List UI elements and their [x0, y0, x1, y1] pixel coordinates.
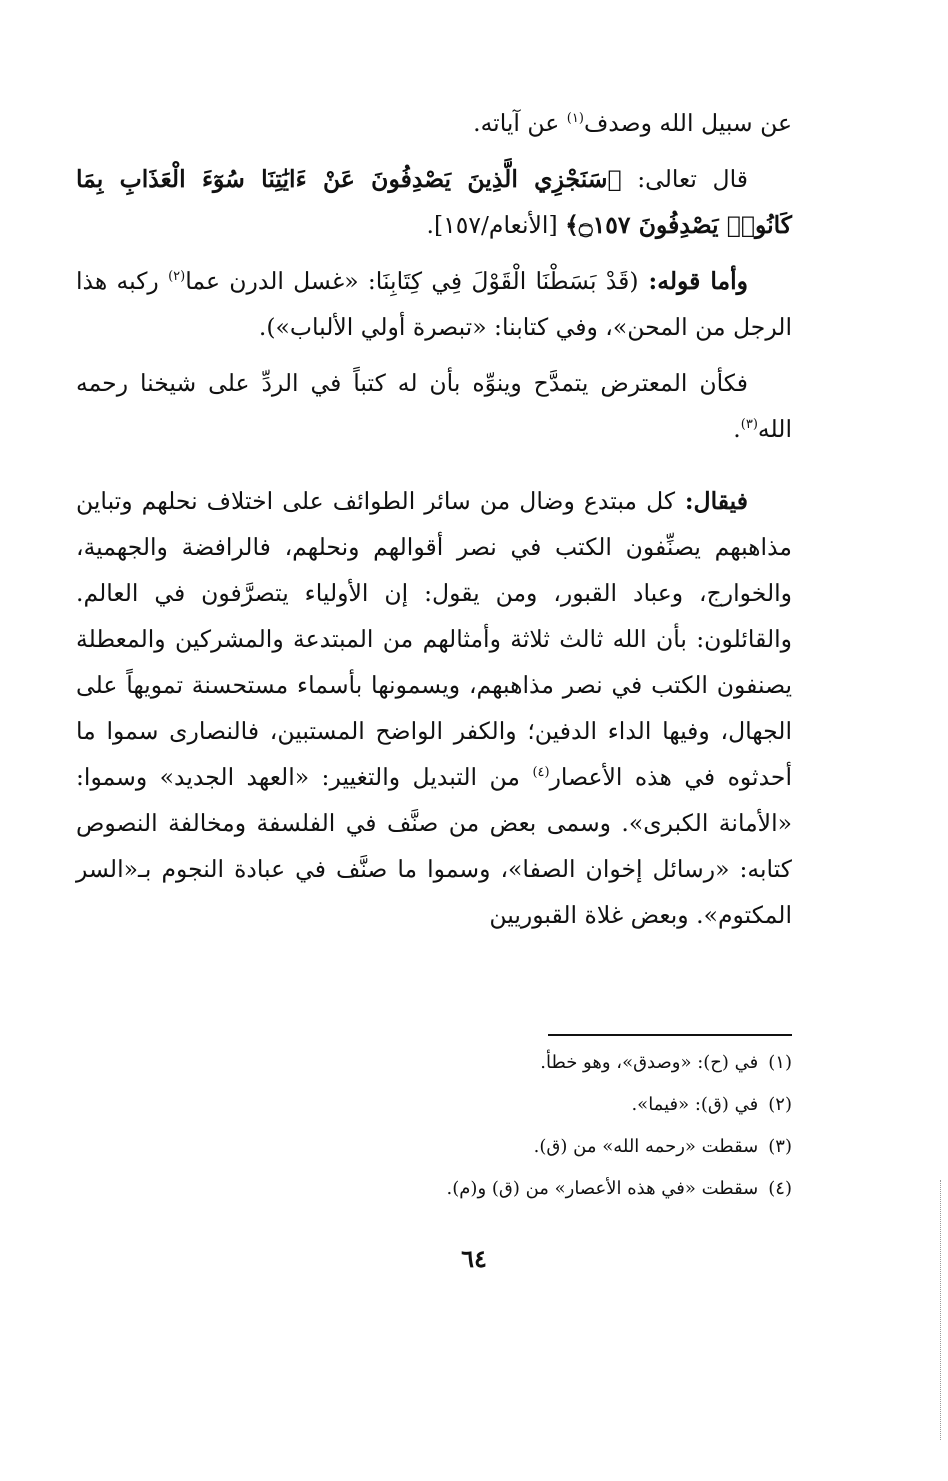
footnote-ref-1: (١): [566, 111, 584, 127]
footnote-separator: [548, 1034, 792, 1036]
footnote-text: في (ح): «وصدق»، وهو خطأ.: [540, 1052, 759, 1073]
footnote-number: (٣): [768, 1136, 792, 1157]
paragraph-5: [76, 478, 792, 938]
paragraph-3-quote: (قَدْ بَسَطْنَا الْقَوْلَ فِي كِتَابِنَا:: [358, 267, 639, 295]
footnotes: [76, 1042, 792, 1210]
footnote-number: (٤): [768, 1178, 792, 1199]
footnote-4: [76, 1168, 792, 1210]
footnote-number: (٢): [768, 1094, 792, 1115]
paragraph-3-lead: وأما قوله:: [638, 267, 748, 295]
verse-reference: [الأنعام/١٥٧].: [426, 211, 566, 239]
paragraph-1-text-b: عن آياته.: [473, 109, 567, 137]
footnote-ref-3: (٣): [740, 417, 758, 433]
paragraph-4-text-b: .: [733, 415, 741, 443]
paragraph-3: [76, 258, 792, 350]
footnote-3: [76, 1126, 792, 1168]
footnote-text: في (ق): «فيما».: [631, 1094, 759, 1115]
quran-verse: ﴿سَنَجْزِي الَّذِينَ يَصْدِفُونَ عَنْ ءَايَٰتِنَا سُوٓءَ الْعَذَابِ بِمَا كَانُوا۟ يَصْدِفُونَ ۝١٥٧﴾: [76, 165, 792, 239]
paragraph-1-text-a: عن سبيل الله وصدف: [583, 109, 792, 137]
footnote-1: [76, 1042, 792, 1084]
paragraph-5-text-b: من التبديل والتغيير: «العهد الجديد» وسموا: «الأمانة الكبرى». وسمى بعض من صنَّف في الفلسفة ومخالفة النصوص كتابه: «رسائل إخوان الصفا»، وسموا ما صنَّف في عبادة النجوم بـ«السر المكتوم». وبعض غلاة القبوريين: [76, 763, 792, 929]
paragraph-5-text-a: كل مبتدع وضال من سائر الطوائف على اختلاف نحلهم وتباين مذاهبهم يصنِّفون الكتب في نصر أقوالهم ونحلهم، فالرافضة والجهمية، والخوارج، وعباد القبور، ومن يقول: إن الأولياء يتصرَّفون في العالم. والقائلون: بأن الله ثالث ثلاثة وأمثالهم من المبتدعة والمشركين والمعطلة يصنفون الكتب في نصر مذاهبهم، ويسمونها بأسماء مستحسنة تمويهاً على الجهال، وفيها الداء الدفين؛ والكفر الواضح المستبين، فالنصارى سموا ما أحدثوه في هذه الأعصار: [76, 487, 792, 791]
footnote-2: [76, 1084, 792, 1126]
page-number: ٦٤: [461, 1244, 487, 1273]
paragraph-3-text-b: ركبه هذا الرجل من المحن»، وفي كتابنا: «تبصرة أولي الألباب»).: [76, 267, 792, 341]
paragraph-4: [76, 360, 792, 452]
footnote-text: سقطت «رحمه الله» من (ق).: [533, 1136, 759, 1157]
paragraph-4-text-a: فكأن المعترض يتمدَّح وينوِّه بأن له كتباً في الردِّ على شيخنا رحمه الله: [76, 369, 792, 443]
footnote-number: (١): [768, 1052, 792, 1073]
paragraph-2: [76, 156, 792, 248]
paragraph-1: [76, 100, 792, 146]
paragraph-5-lead: فيقال:: [675, 487, 748, 515]
paragraph-2-lead: قال تعالى:: [621, 165, 748, 193]
footnote-ref-4: (٤): [532, 765, 550, 781]
footnote-ref-2: (٢): [168, 269, 186, 285]
scan-edge-mark: [940, 1180, 942, 1440]
main-text: [76, 100, 792, 948]
footnote-text: سقطت «في هذه الأعصار» من (ق) و(م).: [446, 1178, 759, 1199]
paragraph-3-text-a: «غسل الدرن عما: [185, 267, 359, 295]
